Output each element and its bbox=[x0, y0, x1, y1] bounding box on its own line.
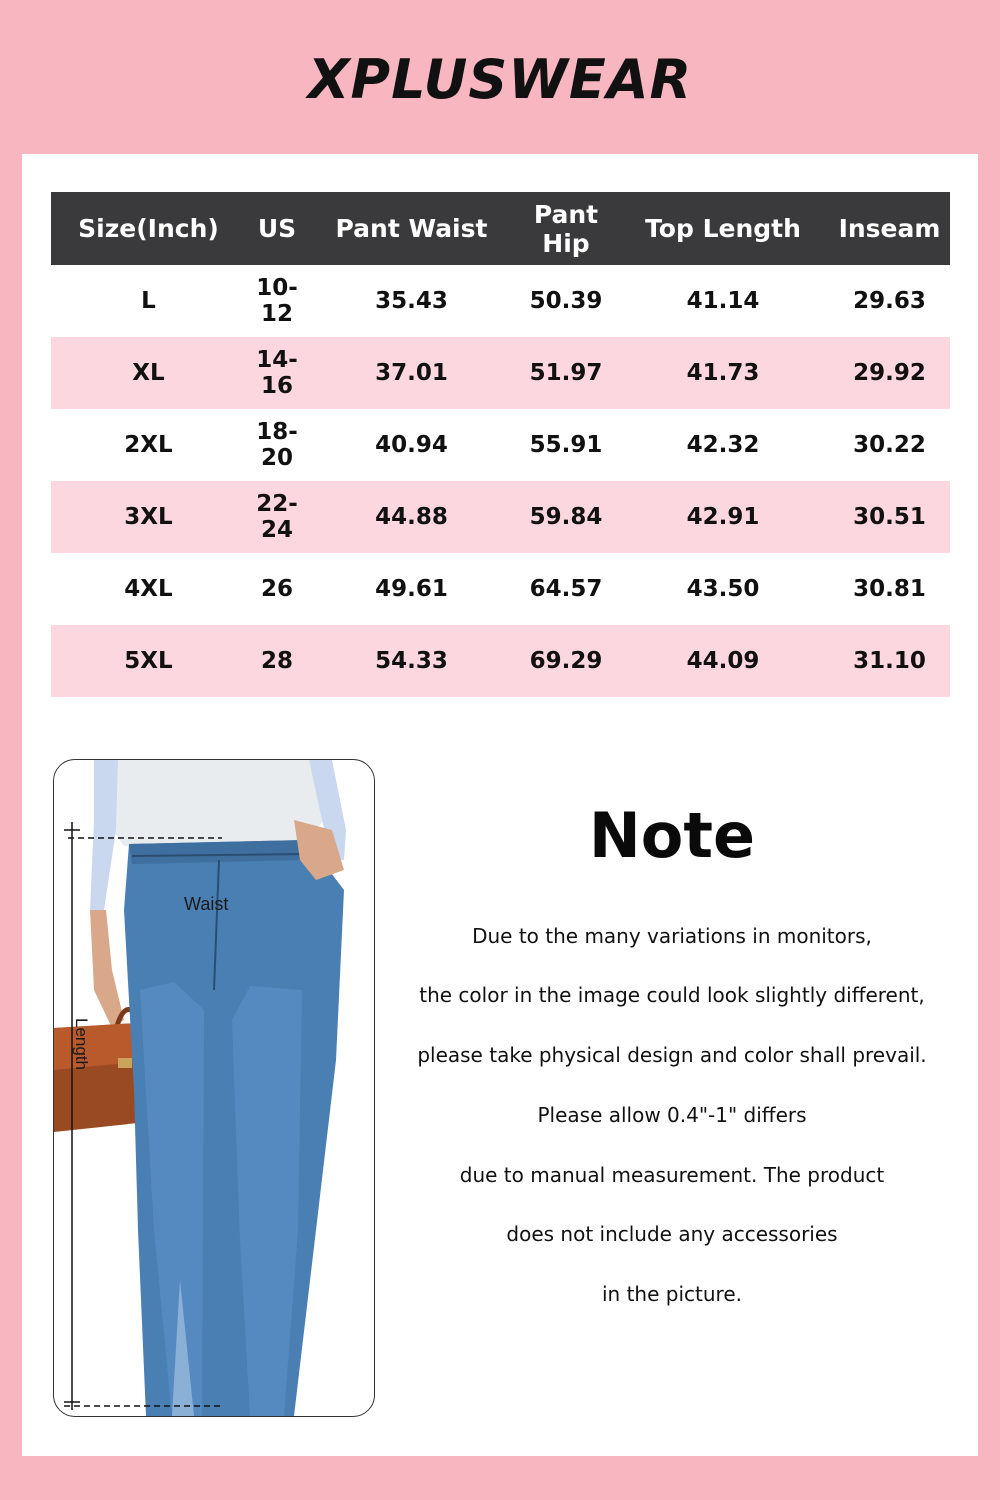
cell-pant-waist: 37.01 bbox=[308, 337, 515, 409]
cell-us: 28 bbox=[246, 625, 308, 697]
cell-top-length: 42.91 bbox=[617, 481, 829, 553]
cell-pant-waist: 35.43 bbox=[375, 288, 448, 314]
length-label: Length bbox=[72, 1018, 91, 1070]
table-row bbox=[51, 625, 950, 697]
note-line-6: does not include any accessories bbox=[506, 1222, 838, 1246]
cell-inseam: 31.10 bbox=[829, 625, 950, 697]
cell-pant-waist: 44.88 bbox=[308, 481, 515, 553]
note-line-5: due to manual measurement. The product bbox=[459, 1163, 885, 1187]
cell-size: XL bbox=[51, 337, 246, 409]
table-header-row bbox=[51, 192, 950, 265]
cell-pant-waist: 40.94 bbox=[375, 432, 448, 458]
cell-us: 22-24 bbox=[246, 481, 308, 553]
cell-pant-hip: 69.29 bbox=[515, 625, 617, 697]
note-line-7: in the picture. bbox=[602, 1282, 742, 1306]
table-row bbox=[51, 553, 950, 625]
cell-pant-hip: 64.57 bbox=[529, 576, 603, 602]
header-us: US bbox=[246, 192, 308, 265]
cell-inseam: 30.22 bbox=[853, 432, 926, 458]
brand-logo: XPLUSWEAR bbox=[307, 48, 693, 111]
cell-top-length: 42.32 bbox=[686, 432, 760, 458]
cell-top-length: 44.09 bbox=[617, 625, 829, 697]
cell-pant-hip: 51.97 bbox=[515, 337, 617, 409]
table-row bbox=[51, 265, 950, 337]
model-illustration bbox=[54, 760, 374, 1416]
cell-pant-waist: 49.61 bbox=[375, 576, 448, 602]
size-chart-panel bbox=[22, 154, 978, 1456]
note-line-4: Please allow 0.4"-1" differs bbox=[537, 1103, 807, 1127]
cell-size: 5XL bbox=[51, 625, 246, 697]
cell-inseam: 29.63 bbox=[853, 288, 926, 314]
header-pant-hip: Pant Hip bbox=[515, 192, 617, 265]
note-line-2: the color in the image could look slightly different, bbox=[419, 983, 925, 1007]
cell-us: 14-16 bbox=[246, 337, 308, 409]
cell-us: 18-20 bbox=[256, 419, 298, 471]
cell-size: 3XL bbox=[51, 481, 246, 553]
header-top-length: Top Length bbox=[617, 192, 829, 265]
table-row bbox=[51, 481, 950, 553]
cell-pant-hip: 55.91 bbox=[529, 432, 603, 458]
waist-label: Waist bbox=[184, 894, 229, 914]
cell-size: 4XL bbox=[124, 576, 173, 602]
model-photo bbox=[53, 759, 375, 1417]
size-table bbox=[51, 192, 950, 697]
cell-us: 26 bbox=[260, 576, 293, 602]
cell-size: L bbox=[141, 288, 156, 314]
header-size: Size(Inch) bbox=[51, 192, 246, 265]
cell-pant-hip: 59.84 bbox=[515, 481, 617, 553]
cell-pant-hip: 50.39 bbox=[529, 288, 603, 314]
table-row bbox=[51, 337, 950, 409]
cell-pant-waist: 54.33 bbox=[308, 625, 515, 697]
header-pant-waist: Pant Waist bbox=[308, 192, 515, 265]
cell-inseam: 29.92 bbox=[829, 337, 950, 409]
cell-us: 10-12 bbox=[256, 275, 298, 327]
note-title: Note bbox=[588, 799, 756, 872]
cell-inseam: 30.51 bbox=[829, 481, 950, 553]
note-line-1: Due to the many variations in monitors, bbox=[472, 924, 872, 948]
cell-top-length: 41.14 bbox=[686, 288, 760, 314]
cell-inseam: 30.81 bbox=[853, 576, 926, 602]
cell-top-length: 41.73 bbox=[617, 337, 829, 409]
header-inseam: Inseam bbox=[829, 192, 950, 265]
note-line-3: please take physical design and color shall prevail. bbox=[417, 1043, 927, 1067]
table-row bbox=[51, 409, 950, 481]
cell-size: 2XL bbox=[124, 432, 173, 458]
cell-top-length: 43.50 bbox=[686, 576, 760, 602]
